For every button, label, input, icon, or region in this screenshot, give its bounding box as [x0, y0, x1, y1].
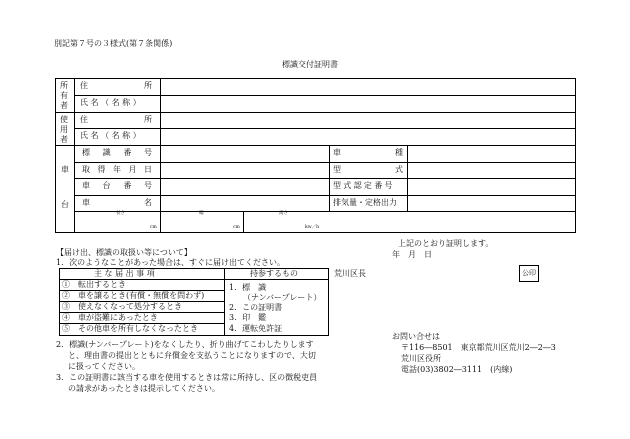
- event-item: ④ 車が盗難にあったとき: [62, 313, 158, 322]
- notice-heading: 【届け出、標識の取扱い等について】: [56, 248, 192, 257]
- vehicle-type-label: 車 種: [333, 148, 403, 157]
- notice-item-1: 1．次のようなことがあった場合は、すぐに届け出てください。: [56, 258, 286, 267]
- vehicle-name-label: 車 名: [82, 198, 152, 207]
- model-label: 型 式: [333, 165, 403, 174]
- owner-label: 所 有 者: [60, 81, 68, 110]
- event-item: ① 転出するとき: [62, 280, 126, 289]
- contact-phone: 電話(03)3802―3111 (内線): [401, 365, 513, 374]
- width-label: 幅: [199, 211, 204, 216]
- vehicle-label-top: 車: [61, 165, 69, 174]
- length-label: 長さ: [116, 211, 125, 216]
- form-id: 別記第７号の３様式(第７条関係): [54, 39, 173, 48]
- width-unit: cm: [233, 225, 240, 230]
- certify-statement: 上記のとおり証明します。: [398, 239, 494, 248]
- bring-item: 4．運転免許証: [229, 324, 283, 333]
- contact-office: 荒川区役所: [401, 354, 441, 363]
- official-seal: [519, 265, 539, 282]
- user-label: 使 用 者: [60, 115, 68, 144]
- notice-item-2-line3: に扱ってください。: [68, 362, 140, 371]
- event-item: ⑤ その他車を所有しなくなったとき: [62, 324, 198, 333]
- plate-number-label: 標 識 番 号: [82, 148, 152, 157]
- user-address-label: 住 所: [80, 115, 152, 124]
- notice-item-2-line1: 2．標識(ナンバープレート)をなくしたり、折り曲げてこわしたりします: [56, 340, 314, 349]
- acquisition-date-label: 取 得 年 月 日: [82, 165, 152, 174]
- notice-col-bring-header: 持参するもの: [250, 269, 298, 278]
- bring-item: 3．印 鑑: [229, 313, 267, 322]
- ward-head: 荒川区長: [334, 269, 366, 278]
- notice-item-3-line2: の請求があったときは提示してください。: [68, 384, 220, 393]
- power-unit: kw／h: [305, 225, 319, 230]
- chassis-number-label: 車 台 番 号: [82, 181, 152, 190]
- bring-item: （ナンバープレート）: [243, 293, 322, 302]
- displacement-label: 排気量・定格出力: [333, 198, 397, 207]
- event-item: ③ 使えなくなって処分するとき: [62, 302, 182, 311]
- document-title: 標識交付証明書: [282, 60, 338, 69]
- certify-date: 年 月 日: [392, 250, 432, 259]
- bring-item: 2．この証明書: [229, 303, 283, 312]
- model-cert-number-label: 型式認定番号: [333, 181, 395, 190]
- owner-name-label: 氏 名 （ 名 称 ）: [80, 98, 141, 107]
- notice-item-2-line2: と、理由書の提出とともに弁償金を支払うことになりますので、大切: [68, 351, 316, 360]
- notice-item-3-line1: 3．この証明書に該当する車を使用するときは常に所持し、区の徴税吏員: [56, 373, 318, 382]
- seal-text: 公印: [522, 269, 536, 277]
- user-name-label: 氏 名 （ 名 称 ）: [80, 131, 141, 140]
- contact-heading: お問い合せは: [392, 332, 440, 341]
- height-label: 高さ: [279, 211, 288, 216]
- contact-address: 〒116―8501 東京都荒川区荒川2―2―3: [401, 343, 556, 352]
- vehicle-label-bottom: 台: [61, 200, 69, 209]
- event-item: ② 車を譲るとき(有償・無償を問わず): [62, 291, 205, 300]
- notice-col-events-header: 主 な 届 出 事 項: [94, 269, 155, 278]
- bring-item: 1．標 識: [229, 283, 267, 292]
- owner-address-label: 住 所: [80, 81, 152, 90]
- length-unit: cm: [150, 225, 157, 230]
